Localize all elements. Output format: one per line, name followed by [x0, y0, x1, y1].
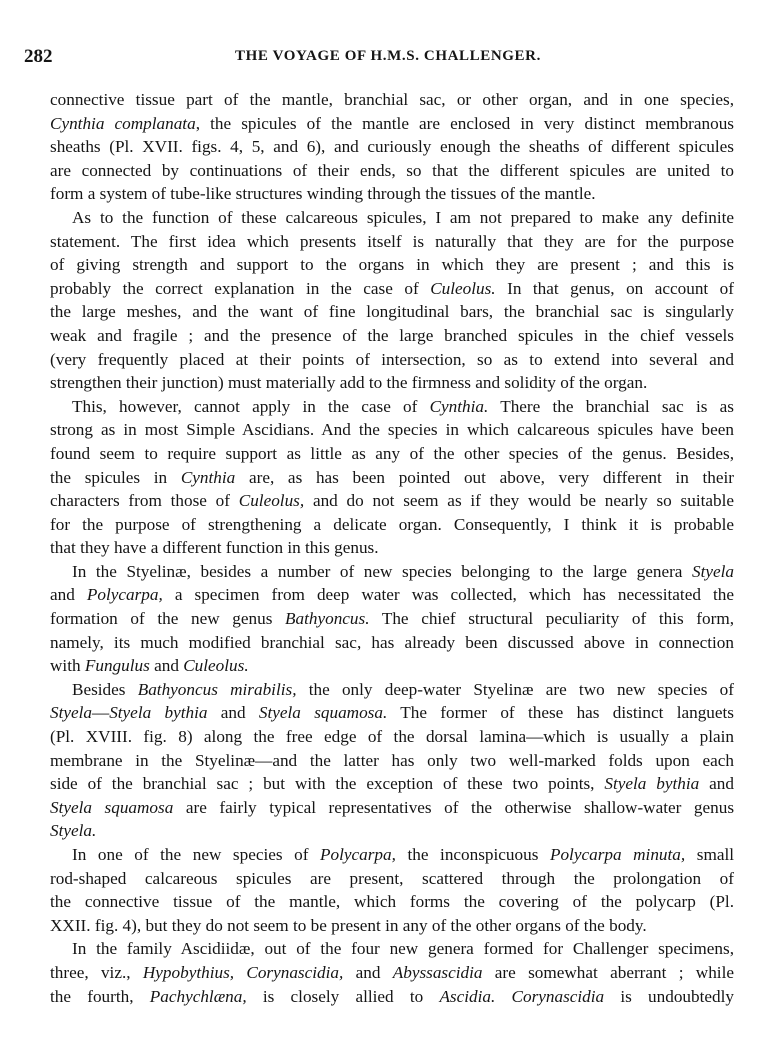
italic-text: Bathyoncus mirabilis, [137, 679, 297, 699]
text-line [50, 890, 734, 914]
text-line [50, 725, 734, 749]
text-segment: The chief structural peculiarity of this form, [369, 609, 734, 629]
text-line [50, 277, 734, 301]
text-segment: As to the function of these calcareous spicules, I am not prepared to make any definite [72, 207, 734, 227]
text-segment: XXII. fig. 4), but they do not seem to be present in any of the other organs of the body. [50, 915, 647, 935]
body-text [50, 88, 734, 1008]
text-segment: small [685, 845, 734, 864]
text-segment: and [149, 656, 184, 676]
text-segment: with [50, 656, 85, 676]
paragraph [50, 678, 734, 843]
text-line [50, 418, 734, 442]
text-line [50, 560, 734, 584]
text-segment: statement. The first idea which presents itself is naturally that they are for the purpose [50, 231, 734, 251]
text-segment: connective tissue part of the mantle, branchial sac, or other organ, and in one species, [50, 90, 734, 109]
italic-text: Styela squamosa [50, 797, 174, 817]
text-segment: In one of the new species of [72, 845, 321, 864]
italic-text: Polycarpa, [86, 585, 163, 605]
text-segment: are, as has been pointed out above, very different in their [235, 467, 734, 487]
text-segment: rod-shaped calcareous spicules are present, scattered through the prolongation of [50, 868, 734, 888]
text-line [50, 796, 734, 820]
running-title: THE VOYAGE OF H.M.S. CHALLENGER. [235, 48, 541, 64]
text-segment: is undoubtedly [604, 986, 734, 1006]
text-line [50, 867, 734, 891]
text-line [50, 489, 734, 513]
text-segment: side of the branchial sac ; but with the exception of these two points, [50, 774, 605, 794]
text-segment: and [207, 703, 259, 723]
text-segment: is closely allied to [246, 986, 440, 1006]
text-line [50, 324, 734, 348]
italic-text: Culeolus. [183, 656, 249, 676]
text-line [50, 230, 734, 254]
text-line [50, 513, 734, 537]
text-line [50, 371, 734, 395]
text-line [50, 819, 734, 843]
text-segment: probably the correct explanation in the case of [50, 278, 431, 298]
text-segment: strengthen their junction) must materially add to the firmness and solidity of the organ. [50, 373, 648, 393]
italic-text: Cynthia [180, 467, 236, 487]
text-segment: and [699, 774, 734, 794]
text-line [50, 182, 734, 206]
text-segment: In the family Ascidiidæ, out of the four new genera formed for Challenger specimens, [72, 939, 734, 959]
text-segment: the inconspicuous [395, 845, 550, 864]
text-segment: and do not seem as if they would be nearly so suitable [304, 491, 734, 511]
text-segment: and [50, 585, 87, 605]
italic-text: Abyssascidia [392, 962, 483, 982]
text-segment: (Pl. XVIII. fig. 8) along the free edge of the dorsal lamina—which is usually a plain [50, 727, 734, 747]
text-line [50, 701, 734, 725]
text-segment: are fairly typical representatives of the otherwise shallow-water genus [173, 797, 734, 817]
italic-text: Fungulus [84, 656, 150, 676]
text-segment: for the purpose of strengthening a delicate organ. Consequently, I think it is probable [50, 514, 734, 534]
text-segment: the only deep-water Styelinæ are two new species of [296, 679, 734, 699]
paragraph [50, 560, 734, 678]
text-segment: the large meshes, and the want of fine longitudinal bars, the branchial sac is singularly [50, 302, 734, 322]
italic-text: Hypobythius, Corynascidia, [142, 962, 344, 982]
text-segment: the connective tissue of the mantle, which forms the covering of the polycarp (Pl. [50, 892, 734, 912]
text-line [50, 536, 734, 560]
italic-text: Polycarpa minuta, [549, 845, 686, 864]
italic-text: Pachychlæna, [149, 986, 247, 1006]
text-segment: form a system of tube-like structures winding through the tissues of the mantle. [50, 184, 596, 204]
page-number: 282 [24, 46, 53, 67]
text-line [50, 466, 734, 490]
paragraph [50, 937, 734, 1008]
italic-text: Styela. [50, 821, 97, 841]
text-segment: formation of the new genus [50, 609, 286, 629]
paragraph [50, 206, 734, 395]
italic-text: Ascidia. [439, 986, 496, 1006]
text-segment: This, however, cannot apply in the case of [72, 396, 430, 416]
italic-text: Styela squamosa. [258, 703, 388, 723]
text-line [50, 206, 734, 230]
text-line [50, 678, 734, 702]
italic-text: Cynthia complanata [50, 113, 196, 133]
text-segment: In the Styelinæ, besides a number of new species belonging to the large genera [72, 561, 692, 581]
text-line [50, 843, 734, 867]
text-segment: sheaths (Pl. XVII. figs. 4, 5, and 6), and curiously enough the sheaths of different spicules [50, 137, 734, 157]
text-segment: and [343, 962, 393, 982]
text-segment: that they have a different function in this genus. [50, 538, 379, 558]
paragraph [50, 843, 734, 937]
italic-text: Styela [50, 703, 92, 723]
text-segment: , the spicules of the mantle are enclosed in very distinct membranous [195, 113, 734, 133]
text-segment: strong as in most Simple Ascidians. And the species in which calcareous spicules have been [50, 420, 734, 440]
text-segment: found seem to require support as little as any of the other species of the genus. Besides, [50, 443, 734, 463]
italic-text: Bathyoncus. [285, 609, 370, 629]
page-header [0, 46, 776, 70]
text-segment: the spicules in [50, 467, 181, 487]
text-segment: There the branchial sac is as [488, 396, 734, 416]
paragraph [50, 88, 734, 206]
text-segment: namely, its much modified branchial sac, has already been discussed above in connection [50, 632, 734, 652]
italic-text: Styela bythia [109, 703, 208, 723]
text-segment: characters from those of [50, 491, 239, 511]
text-line [50, 654, 734, 678]
text-line [50, 914, 734, 938]
text-line [50, 112, 734, 136]
text-line [50, 300, 734, 324]
italic-text: Polycarpa, [320, 845, 396, 864]
text-segment: (very frequently placed at their points of intersection, so as to extend into several and [50, 349, 734, 369]
text-line [50, 937, 734, 961]
italic-text: Styela bythia [604, 774, 700, 794]
text-segment: the fourth, [50, 986, 150, 1006]
text-line [50, 348, 734, 372]
italic-text: Culeolus, [238, 491, 305, 511]
italic-text: Cynthia. [429, 396, 489, 416]
text-segment [495, 987, 511, 1006]
italic-text: Corynascidia [511, 986, 605, 1006]
text-line [50, 135, 734, 159]
text-line [50, 88, 734, 112]
text-line [50, 583, 734, 607]
text-segment: membrane in the Styelinæ—and the latter has only two well-marked folds upon each [50, 750, 734, 770]
text-segment: weak and fragile ; and the presence of the large branched spicules in the chief vessels [50, 325, 734, 345]
text-line [50, 985, 734, 1009]
text-line [50, 749, 734, 773]
italic-text: Culeolus. [430, 278, 496, 298]
text-line [50, 631, 734, 655]
text-segment: Besides [72, 679, 138, 699]
italic-text: Styela [692, 561, 734, 581]
text-line [50, 607, 734, 631]
paragraph [50, 395, 734, 560]
text-segment: of giving strength and support to the organs in which they are present ; and this is [50, 255, 734, 275]
text-line [50, 442, 734, 466]
text-line [50, 159, 734, 183]
text-line [50, 253, 734, 277]
text-segment: are connected by continuations of their ends, so that the different spicules are united to [50, 160, 734, 180]
text-segment: In that genus, on account of [495, 278, 734, 298]
text-segment: are somewhat aberrant ; while [482, 962, 734, 982]
text-line [50, 961, 734, 985]
text-segment: three, viz., [50, 962, 143, 982]
text-segment: — [92, 703, 110, 723]
text-line [50, 772, 734, 796]
text-segment: a specimen from deep water was collected, which has necessitated the [162, 585, 734, 605]
text-line [50, 395, 734, 419]
text-segment: The former of these has distinct languets [387, 703, 734, 723]
